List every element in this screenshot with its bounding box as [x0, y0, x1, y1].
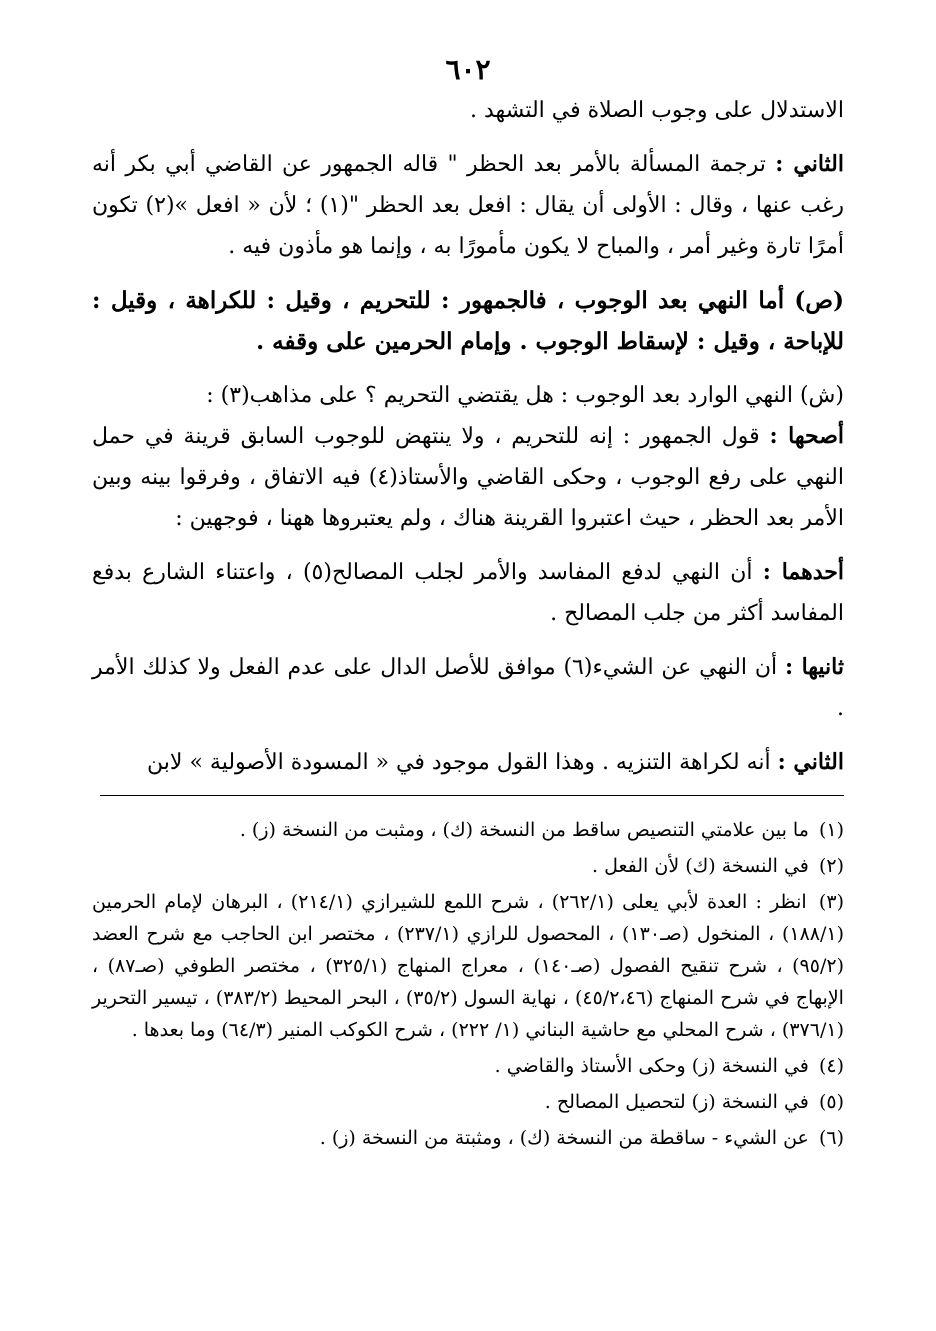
footnote-text: انظر : العدة لأبي يعلى (٢٦٢/١) ، شرح اللمع للشيرازي (٢١٤/١) ، البرهان لإمام الحرمين (١٨٨/١) ، المنخول (صـ١٣٠) ، المحصول للرازي (٢٣٧/١) ، مختصر ابن الحاجب مع شرح العضد (٩٥/٢) ، شرح تنقيح الفصول (صـ١٤٠) ، معراج المنهاج (٣٢٥/١) ، مختصر الطوفي (صـ٨٧) ، الإبهاج في شرح المنهاج (٤٥/٢،٤٦) ، نهاية السول (٣٥/٢) ، البحر المحيط (٣٨٣/٢) ، تيسير التحرير (٣٧٦/١) ، شرح المحلي مع حاشية البناني (١/ ٢٢٢) ، شرح الكوكب المنير (٦٤/٣) وما بعدها . — [92, 891, 845, 1041]
paragraph-lead: أحدهما : — [762, 559, 844, 585]
paragraph — [92, 647, 844, 729]
paragraph-text: أن النهي لدفع المفاسد والأمر لجلب المصالح(٥) ، واعتناء الشارع بدفع المفاسد أكثر من جلب المصالح . — [92, 560, 844, 626]
footnote-text: ما بين علامتي التنصيص ساقط من النسخة (ك) ، ومثبت من النسخة (ز) . — [239, 819, 809, 841]
footnote-number: (٣) — [818, 891, 844, 913]
page-number: ٦٠٢ — [445, 53, 491, 86]
paragraph — [92, 375, 844, 416]
footnote-divider — [100, 795, 844, 796]
paragraph-lead: الثاني : — [775, 151, 844, 177]
footnote-number: (٢) — [818, 855, 844, 877]
footnote-number: (٥) — [818, 1091, 844, 1113]
paragraph-text: (ص) أما النهي بعد الوجوب ، فالجمهور : للتحريم ، وقيل : للكراهة ، وقيل : للإباحة ، وقيل : لإسقاط الوجوب . وإمام الحرمين على وقفه . — [92, 287, 844, 355]
footnote-text: في النسخة (ك) لأن الفعل . — [592, 855, 809, 877]
footnote-text: عن الشيء - ساقطة من النسخة (ك) ، ومثبتة من النسخة (ز) . — [319, 1127, 809, 1149]
footnote — [92, 1086, 844, 1118]
footnote — [92, 1122, 844, 1154]
paragraph-lead: الثاني : — [777, 749, 844, 775]
footnote-text: في النسخة (ز) وحكى الأستاذ والقاضي . — [494, 1055, 809, 1077]
footnotes — [92, 814, 844, 1154]
main-text — [92, 90, 844, 783]
paragraph-lead: أصحها : — [769, 423, 844, 449]
footnote-number: (٤) — [818, 1055, 844, 1077]
footnote-text: في النسخة (ز) لتحصيل المصالح . — [544, 1091, 809, 1113]
paragraph-lead: ثانيها : — [784, 654, 844, 680]
paragraph-text: قول الجمهور : إنه للتحريم ، ولا ينتهض للوجوب السابق قرينة في حمل النهي على رفع الوجوب ، وحكى القاضي والأستاذ(٤) فيه الاتفاق ، وفرقوا بينه وبين الأمر بعد الحظر ، حيث اعتبروا القرينة هناك ، ولم يعتبروها ههنا ، فوجهين : — [92, 424, 844, 531]
footnote — [92, 886, 844, 1046]
paragraph — [92, 416, 844, 539]
footnote-number: (١) — [818, 819, 844, 841]
footnote-number: (٦) — [818, 1127, 844, 1149]
paragraph-text: (ش) النهي الوارد بعد الوجوب : هل يقتضي التحريم ؟ على مذاهب(٣) : — [206, 383, 844, 408]
paragraph-text: الاستدلال على وجوب الصلاة في التشهد . — [470, 98, 844, 123]
matn-paragraph — [92, 280, 844, 362]
paragraph-text: أنه لكراهة التنزيه . وهذا القول موجود في « المسودة الأصولية » لابن — [147, 750, 778, 775]
footnote — [92, 1050, 844, 1082]
footnote — [92, 850, 844, 882]
paragraph — [92, 144, 844, 267]
footnote — [92, 814, 844, 846]
paragraph — [92, 742, 844, 783]
paragraph-text: ترجمة المسألة بالأمر بعد الحظر " قاله الجمهور عن القاضي أبي بكر أنه رغب عنها ، وقال : الأولى أن يقال : افعل بعد الحظر "(١) ؛ لأن « افعل »(٢) تكون أمرًا تارة وغير أمر ، والمباح لا يكون مأمورًا به ، وإنما هو مأذون فيه . — [92, 152, 844, 259]
paragraph-text: أن النهي عن الشيء(٦) موافق للأصل الدال على عدم الفعل ولا كذلك الأمر . — [92, 655, 844, 721]
paragraph — [92, 552, 844, 634]
paragraph — [92, 90, 844, 131]
